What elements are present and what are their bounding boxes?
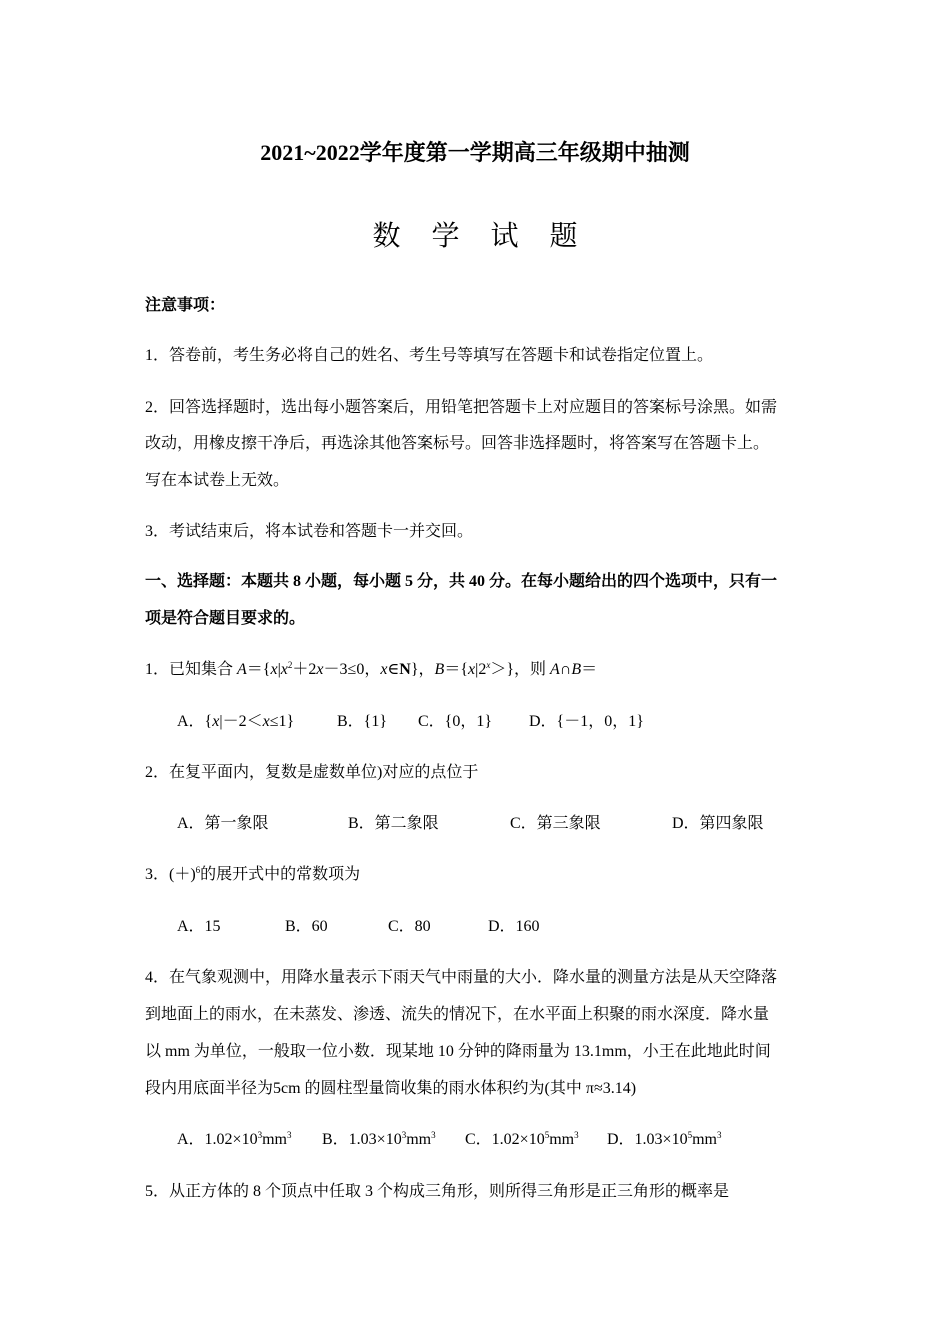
question-3-option-c: C．80 — [388, 918, 431, 935]
exam-title: 2021~2022学年度第一学期高三年级期中抽测 — [260, 140, 690, 165]
question-4-option-d: D．$1.03\times 10^5mm^3$ — [607, 1130, 722, 1148]
notice-item-2-line-3: 写在本试卷上无效。 — [145, 472, 290, 489]
question-1-stem: 1．已知集合 $A=\{x|x^2+2x-3\le 0$，x∈N}，$B=\{x|2^x>\}$，则 A∩B＝ — [145, 660, 598, 678]
question-2-stem: 2．在复平面内，复数是虚数单位)对应的点位于 — [145, 764, 479, 781]
question-2-option-a: A．第一象限 — [177, 815, 269, 832]
question-3-stem: 3．$(+)^6$的展开式中的常数项为 — [145, 865, 361, 883]
question-1-option-c: C．{0，1} — [418, 713, 493, 730]
question-4-line-4: 段内用底面半径为5cm 的圆柱型量筒收集的雨水体积约为(其中 π≈3.14) — [145, 1080, 637, 1097]
question-5-stem: 5．从正方体的 8 个顶点中任取 3 个构成三角形，则所得三角形是正三角形的概率是 — [145, 1183, 730, 1200]
question-2-option-b: B．第二象限 — [348, 815, 439, 832]
question-4-option-a: A．$1.02\times 10^3mm^3$ — [177, 1130, 292, 1148]
notice-item-2-line-2: 改动，用橡皮擦干净后，再选涂其他答案标号。回答非选择题时，将答案写在答题卡上。 — [145, 435, 770, 452]
question-4-line-2: 到地面上的雨水，在未蒸发、渗透、流失的情况下，在水平面上积聚的雨水深度．降水量 — [145, 1006, 770, 1023]
question-1-option-a: A．{x|－2＜x≤1} — [177, 713, 295, 730]
question-3-option-b: B．60 — [285, 918, 328, 935]
question-3-option-d: D．160 — [488, 918, 540, 935]
question-4-option-b: B．$1.03\times 10^3mm^3$ — [322, 1130, 436, 1148]
question-2-option-c: C．第三象限 — [510, 815, 601, 832]
question-4-line-1: 4．在气象观测中，用降水量表示下雨天气中雨量的大小．降水量的测量方法是从天空降落 — [145, 969, 778, 986]
exam-subtitle: 数 学 试 题 — [372, 221, 590, 252]
question-1-option-d: D．{－1，0，1} — [529, 713, 644, 730]
notice-heading: 注意事项： — [145, 297, 226, 314]
question-1-option-b: B．{1} — [337, 713, 388, 730]
question-4-option-c: C．$1.02\times 10^5mm^3$ — [465, 1130, 579, 1148]
question-4-line-3: 以 mm 为单位，一般取一位小数．现某地 10 分钟的降雨量为 13.1mm，小王在此地此时间 — [145, 1043, 771, 1060]
section-1-heading-line-1: 一、选择题：本题共 8 小题，每小题 5 分，共 40 分。在每小题给出的四个选项中，只有一 — [145, 573, 778, 590]
notice-item-2-line-1: 2．回答选择题时，选出每小题答案后，用铅笔把答题卡上对应题目的答案标号涂黑。如需 — [145, 399, 778, 416]
question-3-option-a: A．15 — [177, 918, 221, 935]
notice-item-3: 3．考试结束后，将本试卷和答题卡一并交回。 — [145, 523, 474, 540]
notice-item-1: 1．答卷前，考生务必将自己的姓名、考生号等填写在答题卡和试卷指定位置上。 — [145, 347, 714, 364]
question-2-option-d: D．第四象限 — [672, 815, 764, 832]
section-1-heading-line-2: 项是符合题目要求的。 — [145, 610, 306, 627]
